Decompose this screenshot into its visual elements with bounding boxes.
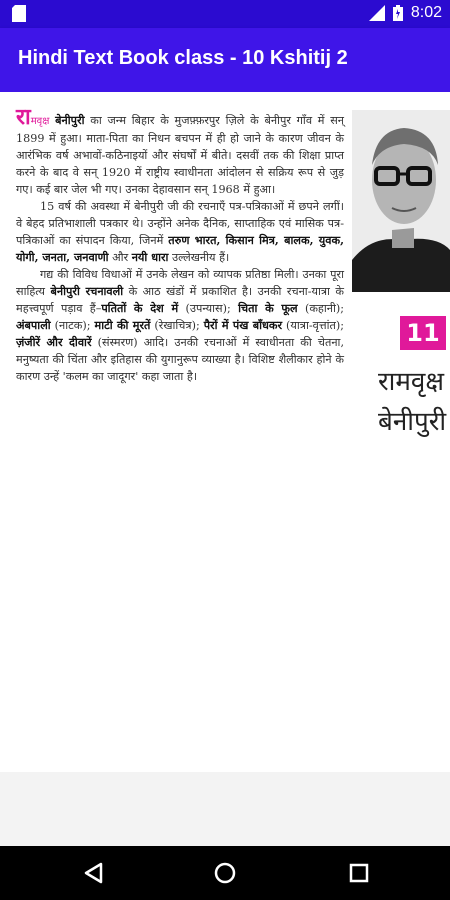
status-bar bbox=[0, 0, 450, 28]
author-name-inline: बेनीपुरी bbox=[55, 113, 85, 127]
navigation-bar bbox=[0, 846, 450, 900]
signal-icon bbox=[369, 5, 385, 21]
paragraph-1-text: का जन्म बिहार के मुजफ़्फ़रपुर ज़िले के बेनीपुर गाँव में सन् 1899 में हुआ। माता-पिता का निधन बचपन में ही हो जाने के कारण जीवन के आरंभिक वर्ष अभावों-कठिनाइयों और संघर्षों में बीते। दसवीं तक की शिक्षा प्राप्त करने के बाद वे सन् 1920 में राष्ट्रीय स्वाधीनता आंदोलन से सक्रिय रूप से जुड़ गए। कई बार जेल भी गए। उनका देहावसान सन् 1968 में हुआ। bbox=[16, 114, 344, 196]
p3-text-3: (उपन्यास); bbox=[178, 302, 239, 315]
page-text bbox=[16, 104, 344, 385]
paragraph-3 bbox=[16, 266, 344, 385]
p3-bold-5: माटी की मूरतें bbox=[94, 318, 151, 332]
p3-bold-3: चिता के फूल bbox=[238, 301, 298, 315]
recents-square-icon[interactable] bbox=[344, 858, 374, 888]
p3-text-8: (संस्मरण) आदि। उनकी रचनाओं में स्वाधीनता की चेतना, मनुष्यता की चिंता और इतिहास की युगानुरूप व्याख्या है। विशिष्ट शैलीकार होने के कारण उन्हें 'कलम का जादूगर' कहा जाता है। bbox=[16, 336, 344, 383]
p3-bold-6: पैरों में पंख बाँधकर bbox=[203, 318, 283, 332]
sd-card-icon bbox=[12, 5, 26, 22]
chapter-number: 11 bbox=[400, 316, 446, 350]
p2-bold-1: तरुण भारत, किसान मित्र, बालक, युवक, योगी, जनता, जनवाणी bbox=[16, 233, 344, 264]
status-time: 8:02 bbox=[410, 4, 442, 21]
back-triangle-icon[interactable] bbox=[78, 858, 108, 888]
bottom-area bbox=[0, 772, 450, 846]
p2-text-2: और bbox=[108, 251, 132, 264]
p2-text-3: उल्लेखनीय हैं। bbox=[168, 251, 230, 264]
author-portrait bbox=[352, 110, 450, 292]
p2-text-1: 15 वर्ष की अवस्था में बेनीपुरी जी की रचनाएँ पत्र-पत्रिकाओं में छपने लगीं। वे बेहद प्रतिभाशाली पत्रकार थे। उन्होंने अनेक दैनिक, साप्ताहिक एवं मासिक पत्र-पत्रिकाओं का संपादन किया, जिनमें bbox=[16, 200, 344, 247]
page-viewer[interactable] bbox=[0, 92, 450, 772]
p3-text-2: के आठ खंडों में प्रकाशित है। उनकी रचना-यात्रा के महत्त्वपूर्ण पड़ाव हैं– bbox=[16, 285, 344, 315]
p3-bold-4: अंबपाली bbox=[16, 318, 51, 332]
p3-bold-7: ज़ंजीरें और दीवारें bbox=[16, 335, 92, 349]
home-circle-icon[interactable] bbox=[210, 858, 240, 888]
p3-text-5: (नाटक); bbox=[50, 319, 95, 332]
p3-text-7: (यात्रा-वृत्तांत); bbox=[282, 319, 344, 332]
chapter-author-line-1: रामवृक्ष bbox=[378, 367, 445, 397]
app-title: Hindi Text Book class - 10 Kshitij 2 bbox=[18, 47, 348, 69]
p3-text-1: गद्य की विविध विधाओं में उनके लेखन को व्यापक प्रतिष्ठा मिली। उनका पूरा साहित्य bbox=[16, 268, 344, 298]
app-bar bbox=[0, 28, 450, 92]
paragraph-2 bbox=[16, 198, 344, 266]
paragraph-1 bbox=[16, 104, 344, 198]
chapter-author-line-2: बेनीपुरी bbox=[378, 407, 447, 437]
p3-bold-2: पतितों के देश में bbox=[101, 301, 179, 315]
p2-bold-2: नयी धारा bbox=[131, 250, 169, 264]
lead-word: मवृक्ष bbox=[30, 116, 50, 127]
status-right bbox=[369, 4, 442, 22]
p3-text-4: (कहानी); bbox=[297, 302, 344, 315]
drop-cap: रा bbox=[16, 104, 31, 130]
p3-text-6: (रेखाचित्र); bbox=[150, 319, 204, 332]
battery-icon bbox=[393, 5, 403, 21]
p3-bold-1: बेनीपुरी रचनावली bbox=[50, 284, 124, 298]
